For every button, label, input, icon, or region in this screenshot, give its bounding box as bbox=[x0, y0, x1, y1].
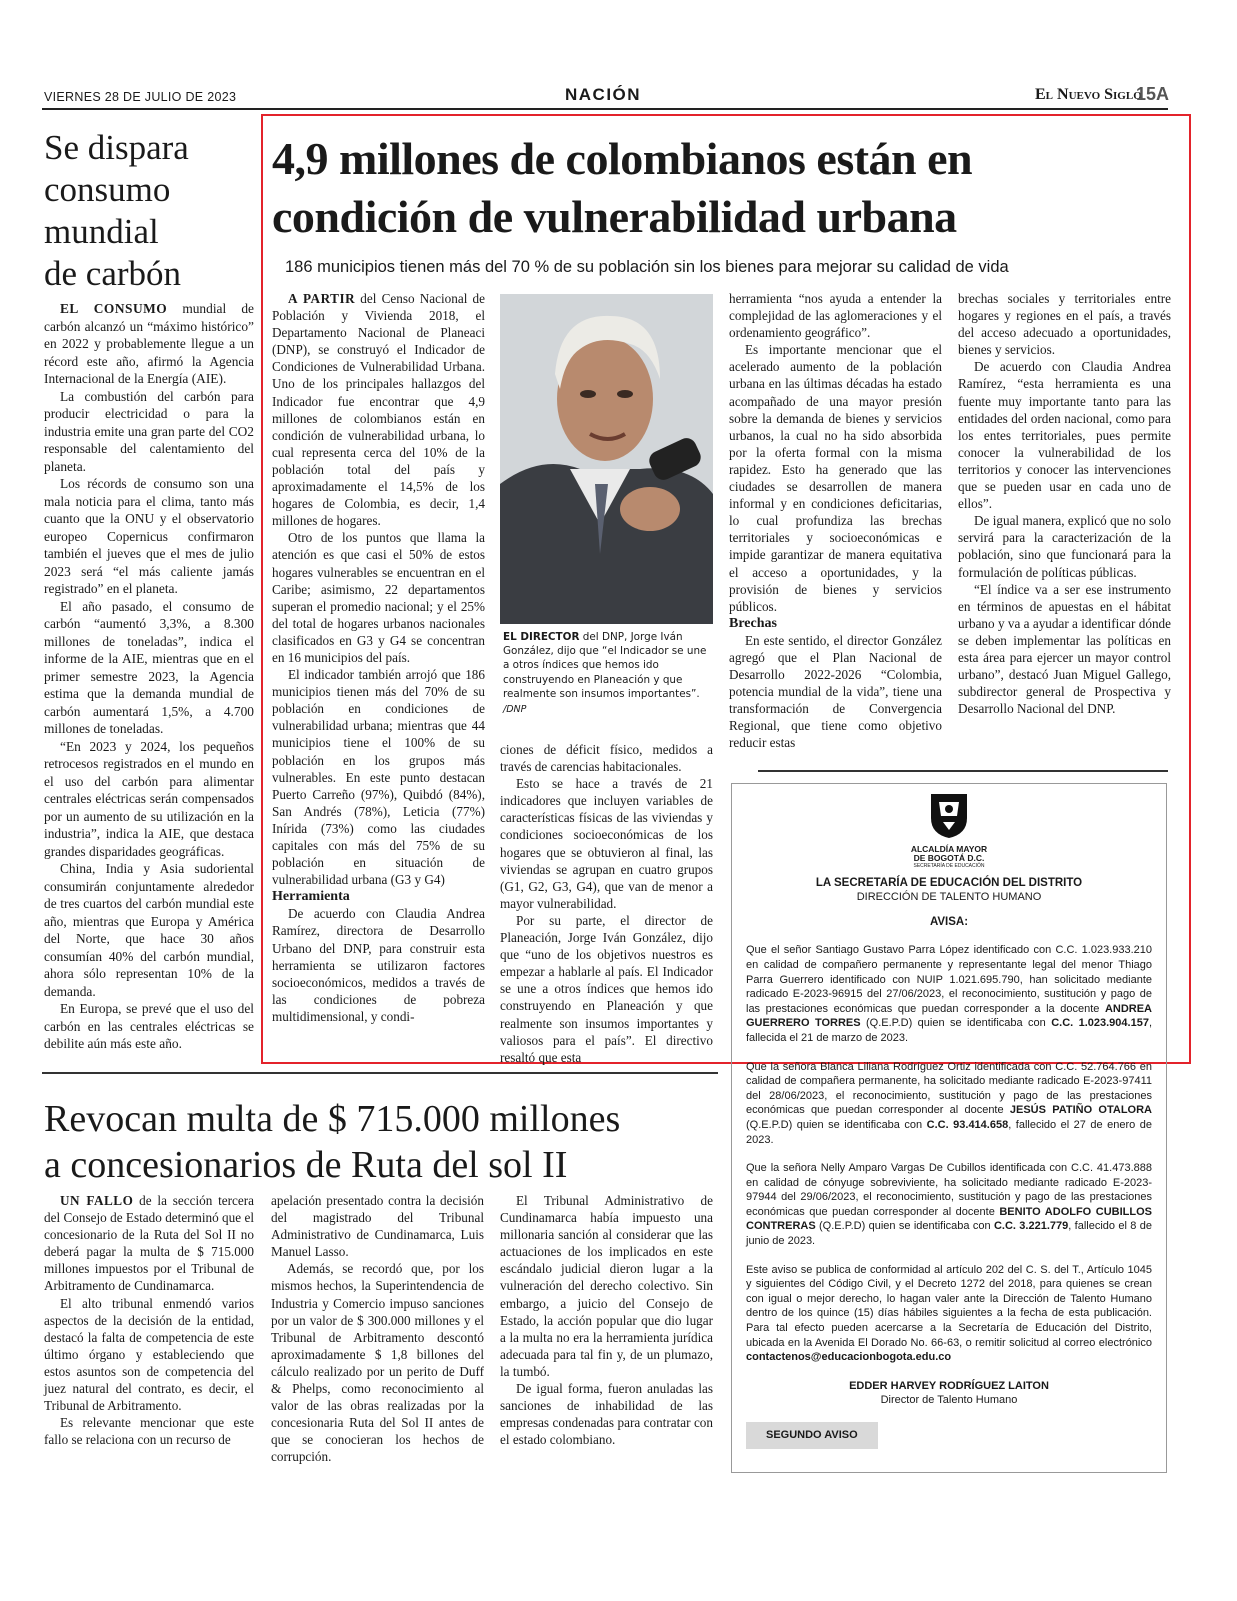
main-column-4 bbox=[958, 290, 1171, 717]
brand-logo bbox=[1035, 86, 1142, 104]
main-paragraph: Es importante mencionar que el acelerado aumento de la población urbana en las últimas décadas ha estado acompañado de una mayor presión sobre la demanda de bienes y servicios urbanos, la cual no ha sido absorbida por la oferta formal con la misma rapidez. Esto ha generado que las ciudades se desarrollen de manera informal y en condiciones deficitarias, lo cual profundiza las brechas territoriales y socioeconómicas e impide garantizar de manera equitativa el acceso a oportunidades, y la provisión de bienes y servicios públicos. bbox=[729, 342, 942, 614]
main-paragraph: “El índice va a ser ese instrumento en términos de apuestas en el hábitat urbano y va a ayudar a identificar dónde se deben implementar las políticas en esta área para ejercer un mayor control urbano”, destacó Juan Miguel Gallego, subdirector general de Prospectiva y Desarrollo Nacional del DNP. bbox=[958, 581, 1171, 717]
notice-signer-title: Director de Talento Humano bbox=[880, 1394, 1018, 1407]
main-headline-line: condición de vulnerabilidad urbana bbox=[272, 191, 957, 242]
main-paragraph: De acuerdo con Claudia Andrea Ramírez, “esta herramienta es una fuente muy importante tanto para las entidades del orden nacional, como para los entes territoriales, pues permite conocer la vulnerabilidad de los territorios y conocer las intervenciones que se pueden usar en cada uno de ellos”. bbox=[958, 359, 1171, 512]
brand-name: El Nuevo Siglo bbox=[1035, 86, 1142, 103]
sidebar-title bbox=[44, 127, 254, 295]
caption-text: del DNP, Jorge Iván González, dijo que “el Indicador se une a otros índices que hemos ido construyendo en Planeación y que realmente son insumos importantes”. bbox=[503, 631, 707, 700]
director-photo-illustration bbox=[500, 294, 713, 624]
subhead-herramienta: Herramienta bbox=[272, 889, 350, 905]
coat-of-arms-icon bbox=[927, 790, 971, 840]
main-paragraph: Esto se hace a través de 21 indicadores que incluyen variables de características físicas de las viviendas y condiciones socioeconómicas de los hogares que se obtuvieron al final, las viviendas se agrupan en cuatro grupos (G1, G2, G3, G4), que van de menor a mayor vulnerabilidad. bbox=[500, 776, 713, 911]
notice-paragraph-1: Que el señor Santiago Gustavo Parra López identificado con C.C. 1.023.933.210 en calidad de compañero permanente y representante legal del menor Thiago Parra Guerrero identificado con NUIP 1.021.695.790, han solicitado mediante radicado E-2023-96915 del 27/06/2023, el reconocimiento, sustitución y pago de las prestaciones económicas que puedan corresponder a la docente ANDREA GUERRERO TORRES (Q.E.P.D) quien se identificaba con C.C. 1.023.904.157, fallecida el 21 de marzo de 2023. bbox=[746, 944, 1152, 1044]
caption-credit: /DNP bbox=[503, 704, 527, 716]
sidebar-paragraph: En Europa, se prevé que el uso del carbón en las centrales eléctricas se debilite aún más este año. bbox=[44, 1001, 254, 1051]
bottom-column-1 bbox=[44, 1192, 254, 1448]
sidebar-title-line: de carbón bbox=[44, 254, 182, 293]
bogota-seal bbox=[746, 790, 1152, 870]
sidebar-lead: EL CONSUMO bbox=[60, 301, 168, 316]
bottom-paragraph: Además, se recordó que, por los mismos hechos, la Superintendencia de Industria y Comercio impuso sanciones por un valor de $ 300.000 millones y el Tribunal de Arbitramento descontó aproximadamente $ 1,8 billones del cálculo realizado por un perito de Duff & Phelps, como reconocimiento al valor de las obras realizadas por la concesionaria Ruta del Sol II antes de que se conocieran los hechos de corrupción. bbox=[271, 1261, 484, 1465]
main-paragraph: De acuerdo con Claudia Andrea Ramírez, directora de Desarrollo Urbano del DNP, para construir esta herramienta se utilizaron factores socioeconómicos, medidos a través de las condiciones de pobreza multidimensional, y condi- bbox=[272, 906, 485, 1024]
sidebar-paragraph: “En 2023 y 2024, los pequeños retrocesos registrados en el mundo en el uso del carbón para alimentar centrales eléctricas serán compensados por un aumento de su utilización en la industria”, indica la AIE, que destaca grandes disparidades geográficas. bbox=[44, 738, 254, 859]
sidebar-paragraph: La combustión del carbón para producir electricidad o para la industria emite una gran parte del CO2 responsable del calentamiento del planeta. bbox=[44, 388, 254, 474]
bottom-paragraph: Es relevante mencionar que este fallo se relaciona con un recurso de bbox=[44, 1415, 254, 1448]
sidebar-title-line: Se dispara bbox=[44, 128, 189, 167]
main-subtitle: 186 municipios tienen más del 70 % de su población sin los bienes para mejorar su calidad de vida bbox=[285, 258, 1009, 276]
bottom-lead: UN FALLO bbox=[60, 1193, 134, 1208]
bottom-paragraph: El Tribunal Administrativo de Cundinamarca había impuesto una millonaria sanción al considerar que las actuaciones de los implicados en este escándalo judicial dieron lugar a la vulneración del derecho colectivo. Sin embargo, a juicio del Consejo de Estado, la acción popular que dio lugar a la multa no era la herramienta jurídica adecuada para tal fin y, de un plumazo, la tumbó. bbox=[500, 1193, 713, 1379]
notice-paragraph-2: Que la señora Blanca Liliana Rodríguez Ortiz identificada con C.C. 52.764.766 en calidad de compañera permanente, ha solicitado mediante radicado E-2023-97411 del 28/06/2023, el reconocimiento, sustitución y pago de las prestaciones económicas que puedan corresponder al docente JESÚS PATIÑO OTALORA (Q.E.P.D) quien se identificaba con C.C. 93.414.658, fallecido el 27 de enero de 2023. bbox=[746, 1060, 1153, 1146]
seal-text-2: DE BOGOTÁ D.C. bbox=[913, 852, 985, 863]
seal-text-3: SECRETARÍA DE EDUCACIÓN bbox=[913, 862, 985, 869]
bottom-paragraph: El alto tribunal enmendó varios aspectos de la decisión de la entidad, destacó la falta de competencia de este último órgano y estableciendo que estos asuntos son de competencia del juez natural del contrato, es decir, el Tribunal de Arbitramento. bbox=[44, 1295, 254, 1414]
section-name: NACIÓN bbox=[565, 85, 642, 104]
main-paragraph: herramienta “nos ayuda a entender la complejidad de las aglomeraciones y el ordenamiento geográfico”. bbox=[729, 291, 942, 341]
main-column-2 bbox=[500, 741, 713, 1066]
notice-org: LA SECRETARÍA DE EDUCACIÓN DEL DISTRITO bbox=[815, 876, 1083, 889]
main-paragraph: El indicador también arrojó que 186 municipios tienen más del 70% de su población en condiciones de vulnerabilidad urbana; mientras que 44 municipios tiene el 100% de su población en los grupos más vulnerables. En este punto destacan Puerto Carreño (97%), Quibdó (84%), San Andrés (78%), Leticia (77%) Inírida (73%) como las ciudades capitales con más del 75% de su población en situación de vulnerabilidad urbana (G3 y G4) bbox=[272, 667, 485, 888]
bottom-paragraph: De igual forma, fueron anuladas las sanciones de inhabilidad de las empresas condenadas para contratar con el estado colombiano. bbox=[500, 1381, 713, 1448]
main-paragraph: De igual manera, explicó que no solo servirá para la caracterización de la población, sino que funcionará para la formulación de políticas públicas. bbox=[958, 513, 1171, 580]
main-paragraph: Por su parte, el director de Planeación, Jorge Iván González, dijo que “uno de los objetivos nuestros es empezar a hablarle al país. El Indicador se une a otros índices que hemos ido construyendo en Planeación y que realmente son insumos importantes y valiosos para el país”. El directivo resaltó que esta bbox=[500, 912, 713, 1065]
main-paragraph: A PARTIR del Censo Nacional de Población y Vivienda 2018, el Departamento Nacional de Planeaci (DNP), se construyó el Indicador de Condiciones de Vulnerabilidad Urbana. Uno de los principales hallazgos del Indicador fue encontrar que 4,9 millones de colombianos están en condición de vulnerabilidad urbana, lo cual representa cerca del 10% de la población total del país y aproximadamente el 14,5% de los hogares de Colombia, es decir, 1,4 millones de hogares. bbox=[272, 291, 485, 529]
sidebar-title-line: mundial bbox=[44, 212, 159, 251]
page-number: 15A bbox=[1136, 84, 1170, 104]
director-photo bbox=[500, 294, 713, 624]
masthead-rule bbox=[42, 108, 1168, 110]
bottom-headline-line: a concesionarios de Ruta del sol II bbox=[44, 1144, 568, 1186]
bottom-headline bbox=[44, 1096, 724, 1188]
sidebar-body bbox=[44, 300, 254, 1053]
sidebar-paragraph: Los récords de consumo son una mala noticia para el clima, tanto más cuanto que la ONU y el observatorio europeo Copernicus confirmaron también el jueves que el mes de julio 2023 será “el más caliente jamás registrado” en el planeta. bbox=[44, 476, 254, 596]
main-paragraph: Otro de los puntos que llama la atención es que casi el 50% de estos hogares vulnerables se encuentran en el Caribe; asimismo, 22 departamentos superan el promedio nacional; y el 25% del total de hogares urbanos nacionales clasificados en G3 y G4 se concentran en 16 municipios del país. bbox=[272, 530, 485, 665]
caption-lead: EL DIRECTOR bbox=[503, 631, 580, 643]
notice-signer: EDDER HARVEY RODRÍGUEZ LAITON bbox=[849, 1379, 1049, 1392]
section-divider bbox=[758, 770, 1168, 772]
bottom-paragraph: UN FALLO de la sección tercera del Consejo de Estado determinó que el concesionario de la Ruta del Sol II no deberá pagar la multa de $ 715.000 millones impuestos por el Tribunal de Arbitramento de Cundinamarca. bbox=[44, 1193, 254, 1294]
header-date: VIERNES 28 DE JULIO DE 2023 bbox=[44, 90, 237, 104]
sidebar-paragraph: EL CONSUMO mundial de carbón alcanzó un “máximo histórico” en 2022 y probablemente llegue a un récord este año, afirmó la Agencia Internacional de la Energía (AIE). bbox=[44, 301, 254, 386]
notice-badge: SEGUNDO AVISO bbox=[746, 1422, 878, 1449]
notice-paragraph-4: Este aviso se publica de conformidad al artículo 202 del C. S. del T., Artículo 1045 y siguientes del Código Civil, y el Decreto 1272 del 2018, para quienes se crean con igual o mejor derecho, lo hagan valer ante la Dirección de Talento Humano dentro de los quince (15) días hábiles siguientes a la fecha de esta publicación. Para tal efecto pueden acercarse a la Secretaría de Educación del Distrito, ubicada en la Avenida El Dorado No. 66-63, o remitir solicitud al correo electrónico contactenos@educacionbogota.edu.co bbox=[746, 1263, 1152, 1364]
sidebar-paragraph: El año pasado, el consumo de carbón “aumentó 3,3%, a 8.300 millones de toneladas”, indica el informe de la AIE, mientras que en el primer semestre 2023, la Agencia estima que la demanda mundial de carbón aumentará 1,5%, a 4.700 millones de toneladas. bbox=[44, 598, 254, 736]
subhead-brechas: Brechas bbox=[729, 615, 777, 631]
bottom-paragraph: apelación presentado contra la decisión del magistrado del Tribunal Administrativo de Cundinamarca, Luis Manuel Lasso. bbox=[271, 1193, 484, 1260]
seal-text-1: ALCALDÍA MAYOR bbox=[910, 843, 988, 854]
sidebar-paragraph: China, India y Asia sudoriental consumirán conjuntamente alrededor de tres cuartos del carbón mundial este año, mientras que Europa y América del Norte, que hace 30 años consumían 40% del carbón mundial, ahora sólo representan 10% de la demanda. bbox=[44, 861, 254, 999]
main-lead: A PARTIR bbox=[288, 291, 356, 306]
main-paragraph: En este sentido, el director González agregó que el Plan Nacional de Desarrollo 2022-2026 “Colombia, potencia mundial de la vida”, tiene una transformación de Convergencia Regional, que tiene como objetivo reducir estas bbox=[729, 632, 942, 751]
bottom-column-2 bbox=[271, 1192, 484, 1466]
main-headline bbox=[272, 130, 1182, 246]
main-paragraph: brechas sociales y territoriales entre hogares y regiones en el país, a través del acceso adecuado a oportunidades, bienes y servicios. bbox=[958, 291, 1171, 358]
bottom-column-3 bbox=[500, 1192, 713, 1448]
official-notice bbox=[731, 783, 1167, 1473]
bottom-headline-line: Revocan multa de $ 715.000 millones bbox=[44, 1098, 621, 1140]
photo-caption bbox=[503, 630, 715, 717]
bottom-divider bbox=[42, 1072, 718, 1074]
main-headline-line: 4,9 millones de colombianos están en bbox=[272, 133, 973, 184]
notice-paragraph-3: Que la señora Nelly Amparo Vargas De Cubillos identificada con C.C. 41.473.888 en calidad de cónyuge sobreviviente, ha solicitado mediante radicado E-2023-97944 del 29/06/2023, el reconocimiento, sustitución y pago de las prestaciones económicas que puedan corresponder al docente BENITO ADOLFO CUBILLOS CONTRERAS (Q.E.P.D) quien se identificaba con C.C. 3.221.779, fallecido el 8 de junio de 2023. bbox=[746, 1162, 1152, 1248]
main-paragraph: ciones de déficit físico, medidos a través de carencias habitacionales. bbox=[500, 742, 713, 775]
main-column-1 bbox=[272, 290, 485, 1025]
sidebar-title-line: consumo bbox=[44, 170, 171, 209]
notice-dept: DIRECCIÓN DE TALENTO HUMANO bbox=[856, 891, 1042, 904]
notice-avisa: AVISA: bbox=[929, 915, 969, 928]
main-column-3 bbox=[729, 290, 942, 752]
